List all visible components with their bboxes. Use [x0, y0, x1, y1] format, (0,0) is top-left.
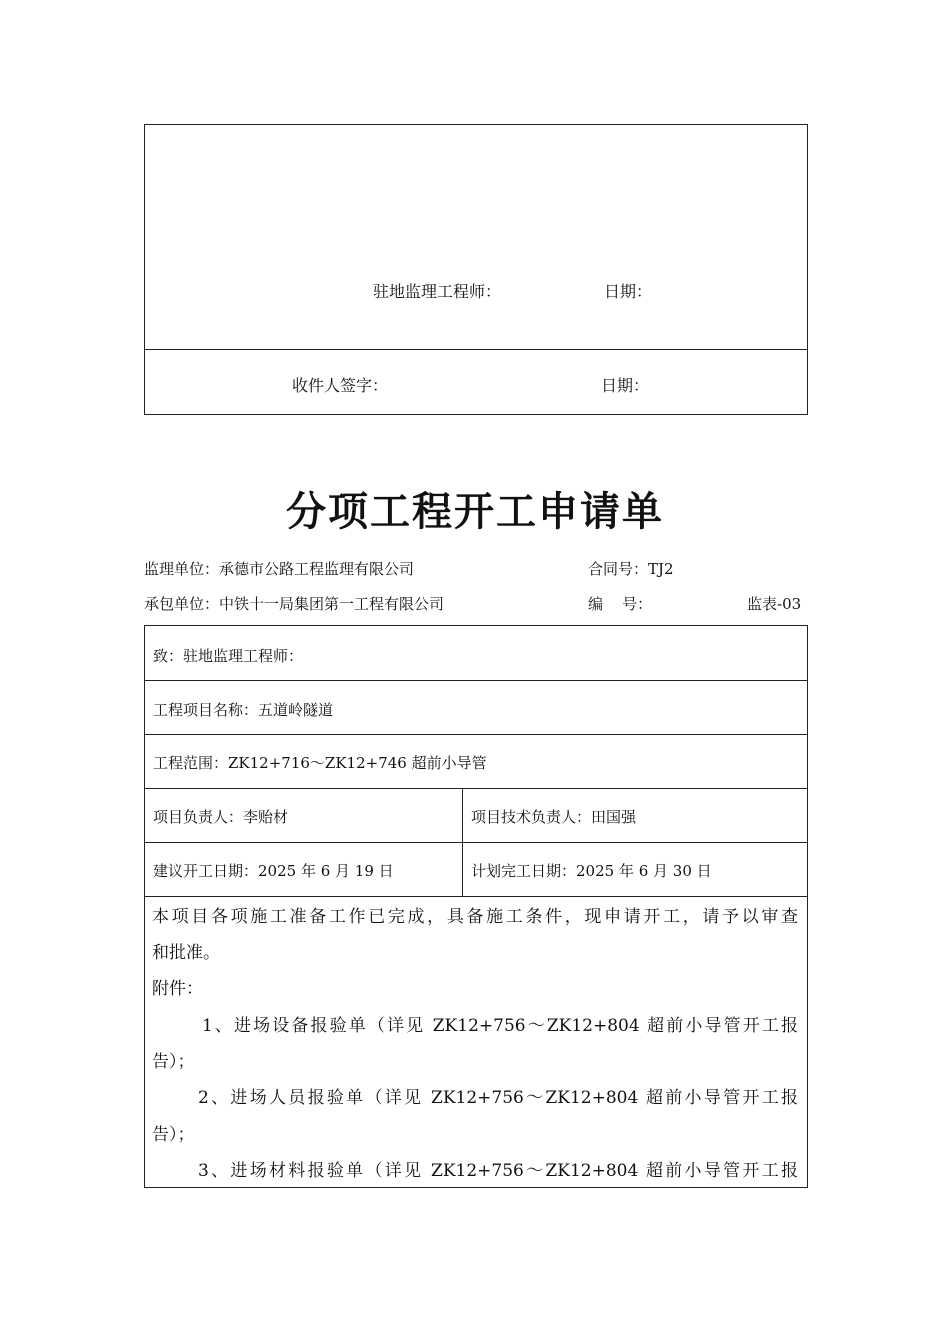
resident-engineer-label: 驻地监理工程师：: [373, 282, 502, 301]
divider: [145, 349, 807, 350]
attachment-item-cont: 告）；: [152, 1125, 195, 1145]
planned-finish-date: 计划完工日期：2025 年 6 月 30 日: [471, 862, 712, 880]
attachment-item-cont: 告）；: [152, 1052, 195, 1072]
application-statement-cont: 和批准。: [152, 943, 220, 963]
contractor-unit: 承包单位：中铁十一局集团第一工程有限公司: [144, 595, 445, 613]
row-divider: [145, 680, 807, 681]
contract-number: 合同号：TJ2: [588, 560, 674, 578]
page-title: 分项工程开工申请单: [286, 489, 664, 535]
row-divider: [145, 842, 807, 843]
date-label: 日期：: [601, 376, 650, 395]
project-name: 工程项目名称：五道岭隧道: [153, 701, 334, 719]
row-divider: [145, 788, 807, 789]
attachments-label: 附件：: [152, 979, 203, 999]
column-divider: [462, 788, 463, 896]
recipient-signature-label: 收件人签字：: [292, 376, 389, 395]
addressee: 致：驻地监理工程师：: [153, 647, 304, 665]
row-divider: [145, 734, 807, 735]
application-statement: 本项目各项施工准备工作已完成，具备施工条件，现申请开工，请予以审查: [152, 907, 798, 927]
supervisor-unit: 监理单位：承德市公路工程监理有限公司: [144, 560, 415, 578]
project-manager: 项目负责人：李贻材: [153, 808, 289, 826]
attachment-item: 3、进场材料报验单（详见 ZK12+756～ZK12+804 超前小导管开工报: [198, 1161, 798, 1181]
date-label: 日期：: [604, 282, 653, 301]
row-divider: [145, 896, 807, 897]
form-code: 监表-03: [747, 595, 802, 613]
technical-lead: 项目技术负责人：田国强: [471, 808, 637, 826]
construction-scope: 工程范围：ZK12+716～ZK12+746 超前小导管: [153, 754, 487, 772]
attachment-item: 2、进场人员报验单（详见 ZK12+756～ZK12+804 超前小导管开工报: [198, 1088, 798, 1108]
serial-label: 编 号：: [588, 595, 653, 613]
proposed-start-date: 建议开工日期：2025 年 6 月 19 日: [153, 862, 394, 880]
attachment-item: 1、进场设备报验单（详见 ZK12+756～ZK12+804 超前小导管开工报: [202, 1016, 798, 1036]
review-section: [144, 124, 808, 415]
